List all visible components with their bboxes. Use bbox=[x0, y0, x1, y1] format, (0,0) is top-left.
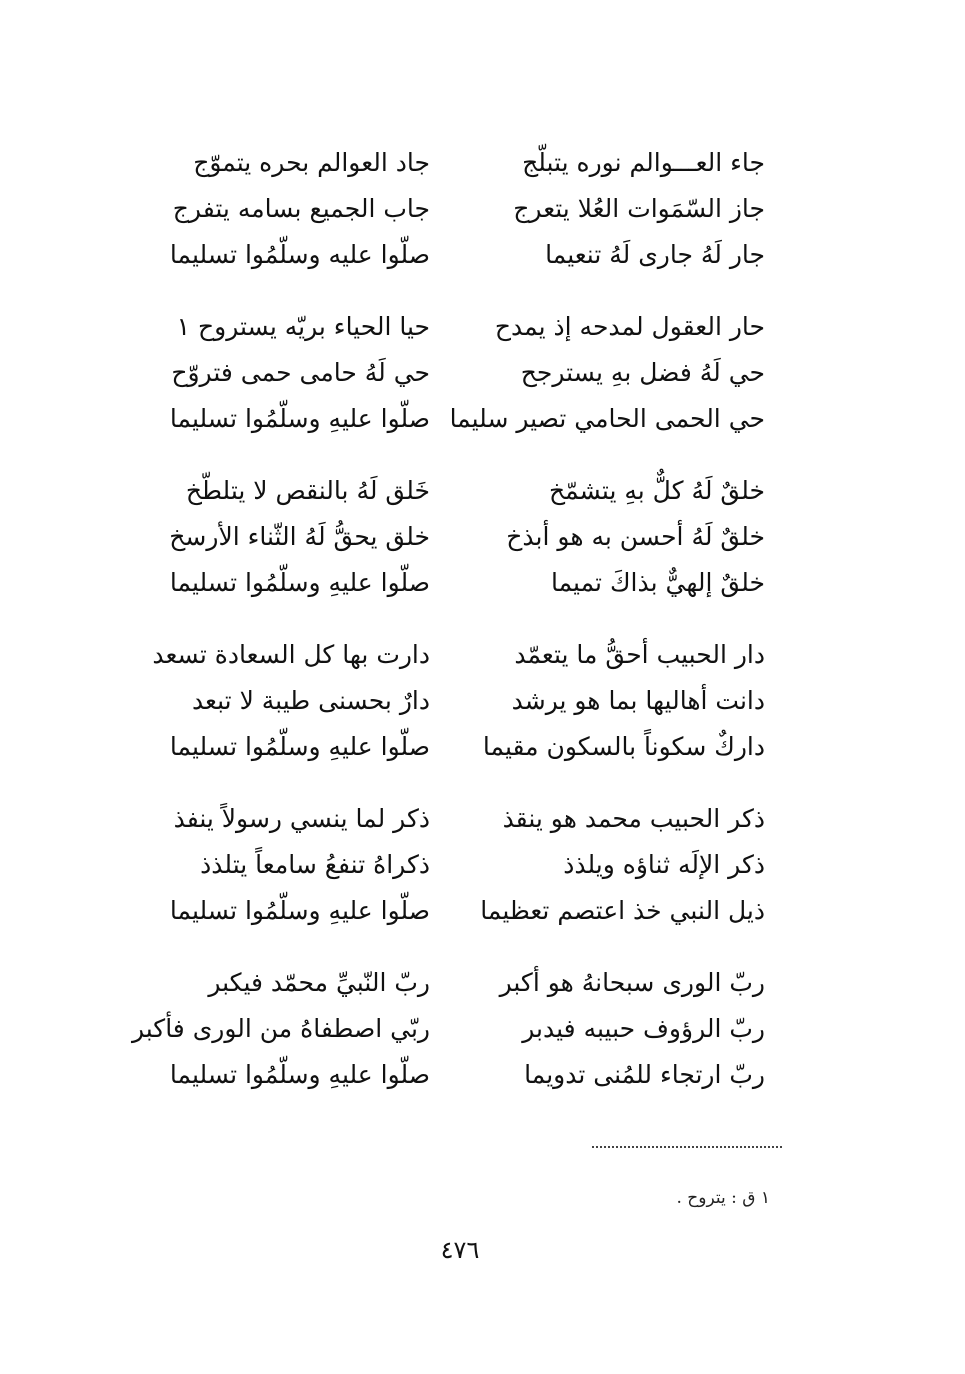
stanza bbox=[140, 304, 765, 442]
verse-line bbox=[140, 468, 765, 514]
verse-second-hemistich: ذكراهُ تنفعُ سامعاً يتلذذ bbox=[200, 850, 430, 879]
verse-line bbox=[140, 842, 765, 888]
verse-first-hemistich: جاز السّمَوات العُلا يتعرج bbox=[513, 194, 765, 223]
verse-second-hemistich: صلّوا عليه وسلّمُوا تسليما bbox=[169, 240, 430, 269]
verse-line bbox=[140, 960, 765, 1006]
verse-second-hemistich: جاد العوالم بحره يتموّج bbox=[193, 148, 430, 177]
stanza bbox=[140, 796, 765, 934]
verse-second-hemistich: حيا الحياء بريّه يستروح ١ bbox=[176, 312, 430, 341]
verse-first-hemistich: ربّ الورى سبحانهُ هو أكبر bbox=[499, 968, 765, 997]
stanza bbox=[131, 960, 765, 1098]
stanza bbox=[140, 468, 765, 606]
verse-line bbox=[140, 396, 765, 442]
verse-second-hemistich: دارٌ بحسنى طيبة لا تبعد bbox=[191, 686, 430, 715]
verse-line bbox=[140, 350, 765, 396]
verse-second-hemistich: ربّ النّبيِّ محمّد فيكبر bbox=[208, 968, 430, 997]
verse-second-hemistich: صلّوا عليهِ وسلّمُوا تسليما bbox=[169, 404, 430, 433]
verse-line bbox=[140, 304, 765, 350]
verse-line bbox=[140, 678, 765, 724]
verse-first-hemistich: جاء العـــوالم نوره يتبلّج bbox=[522, 148, 765, 177]
verse-first-hemistich: خلقٌ لَهُ كلٌّ بهِ يتشمّخ bbox=[549, 476, 765, 505]
verse-second-hemistich: جاب الجميع بسامه يتفرج bbox=[172, 194, 430, 223]
verse-line bbox=[140, 140, 765, 186]
verse-first-hemistich: دار الحبيب أحقُّ ما يتعمّد bbox=[514, 640, 765, 669]
verse-line bbox=[140, 632, 765, 678]
verse-line bbox=[140, 1052, 765, 1098]
verse-first-hemistich: ربّ الرؤوف حبيبه فيدبر bbox=[522, 1014, 765, 1043]
verse-first-hemistich: خلقٌ لَهُ أحسن به هو أبذخ bbox=[506, 522, 765, 551]
verse-line bbox=[140, 514, 765, 560]
verse-second-hemistich: ذكر لما ينسي رسولاً ينفذ bbox=[173, 804, 430, 833]
verse-line bbox=[140, 560, 765, 606]
verse-second-hemistich: ربّي اصطفاهُ من الورى فأكبر bbox=[131, 1014, 430, 1043]
verse-first-hemistich: ذكر الإلَه ثناؤه ويلذذ bbox=[563, 850, 765, 879]
verse-line bbox=[140, 232, 765, 278]
footnote-separator bbox=[592, 1146, 782, 1148]
verse-second-hemistich: حي لَهُ حامى حمى فتروّح bbox=[171, 358, 430, 387]
verse-first-hemistich: ذكر الحبيب محمد هو ينقذ bbox=[502, 804, 765, 833]
stanza bbox=[140, 632, 765, 770]
stanza bbox=[140, 140, 765, 278]
verse-line bbox=[140, 186, 765, 232]
verse-first-hemistich: جار لَهُ جارى لَهُ تنعيما bbox=[545, 240, 765, 269]
verse-line bbox=[131, 1006, 765, 1052]
verse-first-hemistich: حار العقول لمدحه إذ يمدح bbox=[494, 312, 765, 341]
verse-second-hemistich: خلق يحقُّ لَهُ الثّناء الأرسخ bbox=[169, 522, 430, 551]
verse-line bbox=[140, 796, 765, 842]
poem bbox=[131, 140, 765, 1124]
verse-second-hemistich: خَلق لَهُ بالنقص لا يتلطّخ bbox=[185, 476, 430, 505]
verse-line bbox=[140, 888, 765, 934]
verse-second-hemistich: صلّوا عليهِ وسلّمُوا تسليما bbox=[169, 568, 430, 597]
verse-second-hemistich: دارت بها كل السعادة تسعد bbox=[152, 640, 430, 669]
verse-first-hemistich: خلقٌ إلهيٌّ بذاكَ تميما bbox=[550, 568, 765, 597]
verse-first-hemistich: داركٌ سكوناً بالسكون مقيما bbox=[482, 732, 765, 761]
verse-first-hemistich: حي لَهُ فضل بهِ يسترجح bbox=[520, 358, 765, 387]
verse-second-hemistich: صلّوا عليهِ وسلّمُوا تسليما bbox=[169, 732, 430, 761]
verse-first-hemistich: ذيل النبي خذ اعتصم تعظيما bbox=[480, 896, 765, 925]
verse-first-hemistich: ربّ ارتجاء للمُنى تدويما bbox=[524, 1060, 765, 1089]
verse-second-hemistich: صلّوا عليهِ وسلّمُوا تسليما bbox=[169, 1060, 430, 1089]
footnote: ١ ق : يتروح . bbox=[676, 1188, 770, 1208]
verse-first-hemistich: حي الحمى الحامي تصير سليما bbox=[449, 404, 765, 433]
verse-first-hemistich: دانت أهاليها بما هو يرشد bbox=[511, 686, 765, 715]
page-number: ٤٧٦ bbox=[440, 1236, 480, 1264]
verse-second-hemistich: صلّوا عليهِ وسلّمُوا تسليما bbox=[169, 896, 430, 925]
verse-line bbox=[140, 724, 765, 770]
